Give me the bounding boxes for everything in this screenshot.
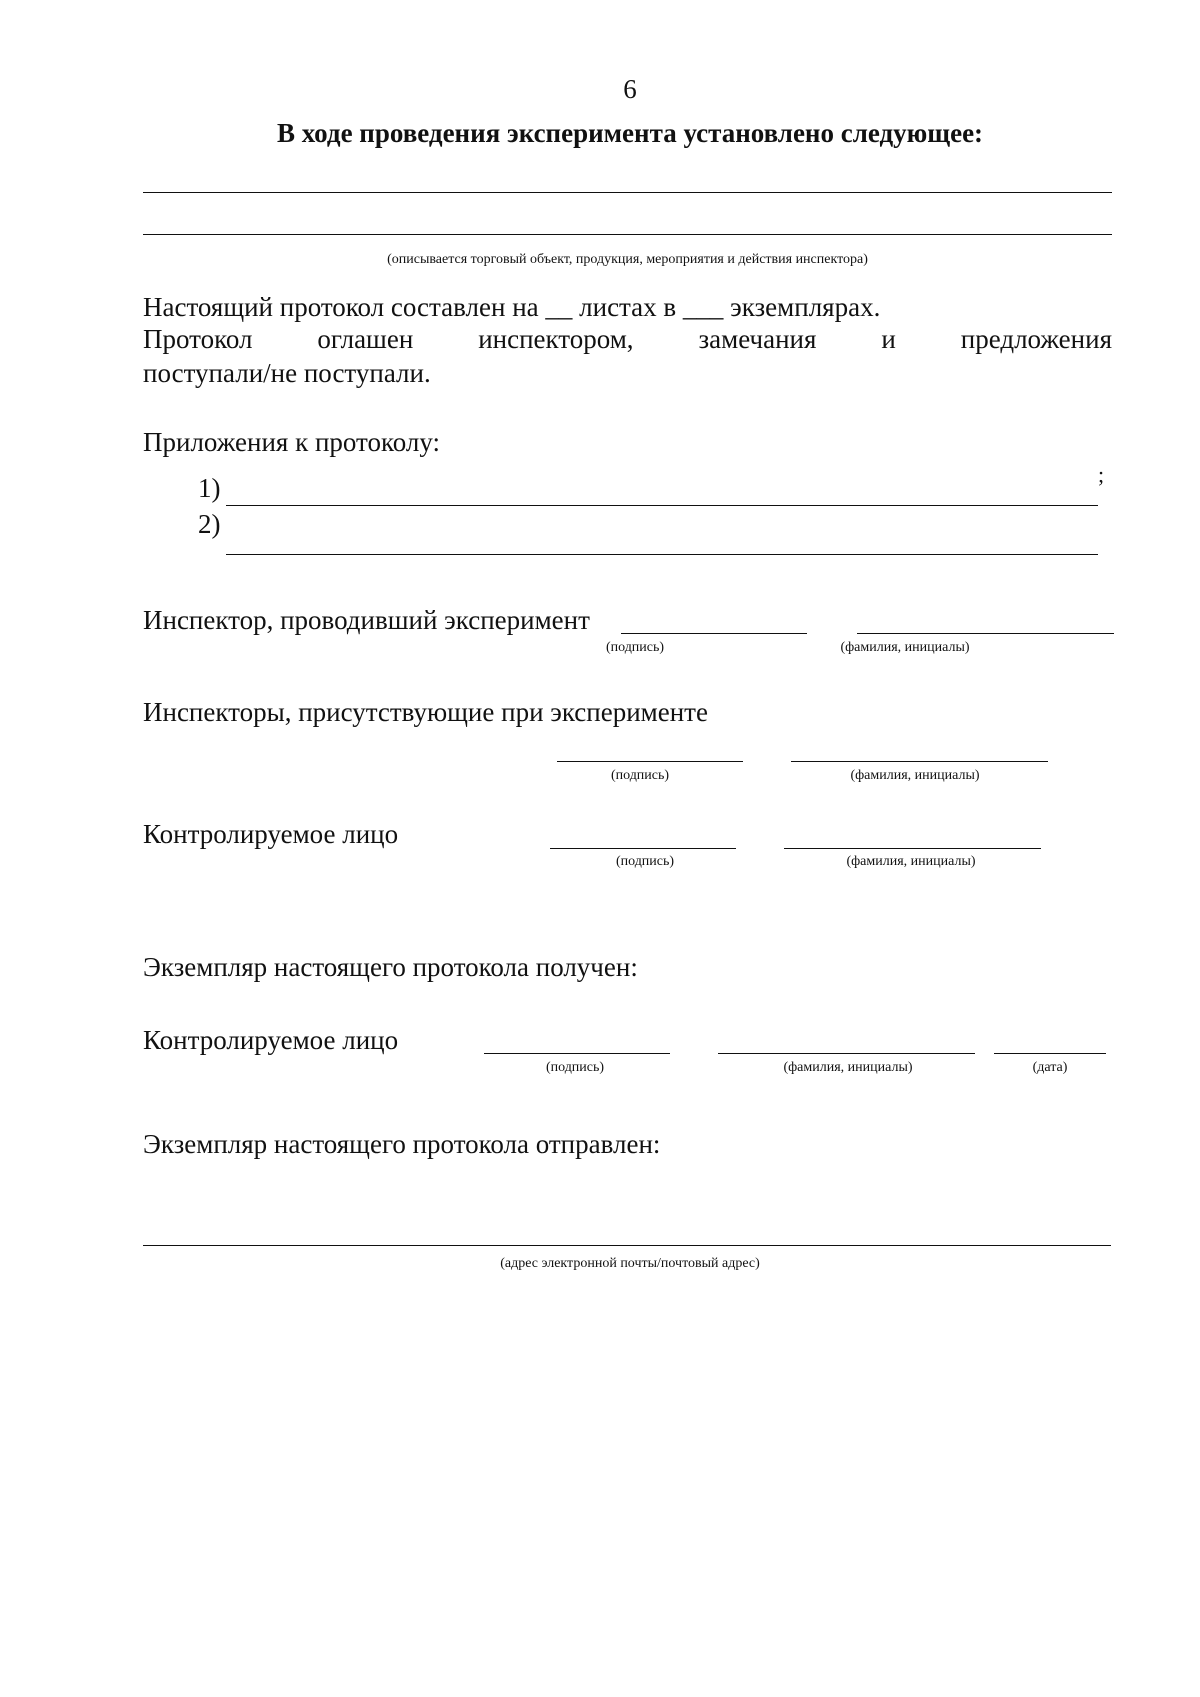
inspector-signature-line[interactable] — [621, 633, 807, 634]
controlled-name-line[interactable] — [784, 848, 1041, 849]
controlled-signature-line[interactable] — [550, 848, 736, 849]
present-name-line[interactable] — [791, 761, 1048, 762]
present-name-caption: (фамилия, инициалы) — [850, 768, 980, 783]
attachment-semicolon: ; — [1098, 462, 1105, 487]
page-heading: В ходе проведения эксперимента установлено следующее: — [276, 118, 984, 148]
attachment-item-1-number: 1) — [198, 473, 221, 503]
sent-title: Экземпляр настоящего протокола отправлен: — [143, 1129, 661, 1159]
announced-word: предложения — [960, 324, 1112, 354]
protocol-announced-line — [143, 326, 1112, 353]
controlled-name-caption: (фамилия, инициалы) — [846, 854, 976, 869]
attachments-title: Приложения к протоколу: — [143, 427, 441, 457]
received-signature-line[interactable] — [484, 1053, 670, 1054]
protocol-sheets-line: Настоящий протокол составлен на __ листах в ___ экземплярах. — [143, 292, 881, 322]
present-signature-line[interactable] — [557, 761, 743, 762]
attachment-item-2-line[interactable] — [226, 554, 1098, 555]
received-title: Экземпляр настоящего протокола получен: — [143, 952, 638, 982]
received-signature-caption: (подпись) — [545, 1060, 605, 1075]
announced-word: оглашен — [317, 324, 414, 354]
inspector-name-line[interactable] — [857, 633, 1114, 634]
protocol-announced-line-2: поступали/не поступали. — [143, 358, 431, 388]
attachment-item-2-number: 2) — [198, 509, 221, 539]
inspector-label: Инспектор, проводивший эксперимент — [143, 605, 590, 635]
announced-word: замечания — [698, 324, 817, 354]
received-controlled-label: Контролируемое лицо — [143, 1025, 399, 1055]
page-number: 6 — [623, 74, 637, 104]
inspector-signature-caption: (подпись) — [605, 640, 665, 655]
announced-word: Протокол — [143, 324, 253, 354]
findings-line-1[interactable] — [143, 192, 1112, 193]
sent-address-line[interactable] — [143, 1245, 1111, 1246]
announced-word: инспектором, — [478, 324, 634, 354]
received-name-line[interactable] — [718, 1053, 975, 1054]
inspector-name-caption: (фамилия, инициалы) — [840, 640, 970, 655]
received-date-caption: (дата) — [1032, 1060, 1068, 1075]
announced-word: и — [881, 324, 896, 354]
findings-line-2[interactable] — [143, 234, 1112, 235]
present-inspectors-label: Инспекторы, присутствующие при эксперименте — [143, 697, 708, 727]
attachment-item-1-line[interactable] — [226, 505, 1098, 506]
present-signature-caption: (подпись) — [610, 768, 670, 783]
received-name-caption: (фамилия, инициалы) — [783, 1060, 913, 1075]
controlled-person-label: Контролируемое лицо — [143, 819, 399, 849]
findings-caption: (описывается торговый объект, продукция, мероприятия и действия инспектора) — [387, 252, 868, 267]
received-date-line[interactable] — [994, 1053, 1106, 1054]
controlled-signature-caption: (подпись) — [615, 854, 675, 869]
sent-address-caption: (адрес электронной почты/почтовый адрес) — [500, 1256, 760, 1271]
